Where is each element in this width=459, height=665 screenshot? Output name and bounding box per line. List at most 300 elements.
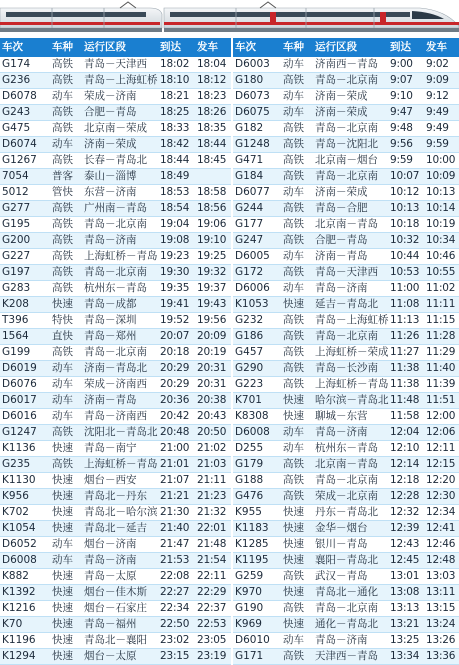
cell-train-type: 高铁 (50, 345, 82, 361)
cell-train-no: D6073 (232, 89, 281, 105)
cell-depart: 11:15 (424, 313, 459, 329)
cell-train-no: G197 (0, 265, 50, 281)
cell-arrive: 20:29 (158, 377, 195, 393)
cell-train-no: K1195 (232, 553, 281, 569)
cell-arrive: 9:07 (388, 73, 424, 89)
cell-depart: 12:15 (424, 457, 459, 473)
cell-depart: 20:43 (195, 409, 232, 425)
cell-depart: 12:20 (424, 473, 459, 489)
cell-arrive: 18:33 (158, 121, 195, 137)
col-arrive: 到达 (388, 38, 424, 57)
cell-train-type: 高铁 (281, 489, 313, 505)
cell-depart: 23:19 (195, 649, 232, 665)
cell-arrive: 19:30 (158, 265, 195, 281)
timetable-table (0, 38, 459, 665)
cell-train-type: 高铁 (50, 201, 82, 217)
cell-train-type: 高铁 (281, 329, 313, 345)
cell-train-no: D255 (232, 441, 281, 457)
cell-train-no: D6003 (232, 57, 281, 73)
cell-train-no: K1136 (0, 441, 50, 457)
cell-train-no: G180 (232, 73, 281, 89)
cell-depart: 10:34 (424, 233, 459, 249)
cell-train-type: 高铁 (281, 457, 313, 473)
cell-train-type: 快速 (50, 569, 82, 585)
cell-depart: 20:09 (195, 329, 232, 345)
cell-arrive: 13:01 (388, 569, 424, 585)
table-row (0, 441, 459, 457)
cell-arrive: 12:14 (388, 457, 424, 473)
cell-train-no: G235 (0, 457, 50, 473)
cell-train-type: 动车 (50, 377, 82, 393)
table-row (0, 585, 459, 601)
cell-arrive: 12:10 (388, 441, 424, 457)
cell-arrive: 19:23 (158, 249, 195, 265)
cell-train-type: 快速 (281, 393, 313, 409)
cell-depart: 20:50 (195, 425, 232, 441)
cell-route: 北京南－青岛 (313, 457, 388, 473)
cell-train-type: 高铁 (281, 217, 313, 233)
cell-train-type: 管快 (50, 185, 82, 201)
col-route: 运行区段 (313, 38, 388, 57)
cell-train-type: 高铁 (50, 281, 82, 297)
cell-depart: 20:31 (195, 377, 232, 393)
cell-route: 青岛－济南 (313, 425, 388, 441)
cell-depart: 11:39 (424, 377, 459, 393)
cell-depart: 10:14 (424, 201, 459, 217)
cell-train-no: G232 (232, 313, 281, 329)
cell-depart: 19:32 (195, 265, 232, 281)
table-row (0, 153, 459, 169)
cell-route: 青岛北－襄阳 (82, 633, 158, 649)
table-row (0, 297, 459, 313)
table-row (0, 233, 459, 249)
cell-depart: 22:11 (195, 569, 232, 585)
cell-train-type: 高铁 (50, 425, 82, 441)
cell-depart: 12:11 (424, 441, 459, 457)
cell-depart: 18:45 (195, 153, 232, 169)
cell-arrive: 12:43 (388, 537, 424, 553)
cell-train-type: 高铁 (50, 105, 82, 121)
cell-route: 青岛－上海虹桥 (82, 73, 158, 89)
col-route: 运行区段 (82, 38, 158, 57)
cell-route: 泰山－淄博 (82, 169, 158, 185)
cell-arrive: 12:04 (388, 425, 424, 441)
cell-depart: 12:34 (424, 505, 459, 521)
cell-arrive: 9:10 (388, 89, 424, 105)
cell-train-type: 动车 (281, 57, 313, 73)
cell-arrive: 13:13 (388, 601, 424, 617)
cell-route: 烟台－济南 (82, 537, 158, 553)
cell-route: 青岛－北京南 (82, 345, 158, 361)
cell-arrive: 20:07 (158, 329, 195, 345)
cell-train-type: 动车 (50, 393, 82, 409)
cell-train-type: 快速 (50, 489, 82, 505)
col-train-no: 车次 (0, 38, 50, 57)
cell-depart: 12:30 (424, 489, 459, 505)
cell-route: 丹东－青岛北 (313, 505, 388, 521)
cell-arrive: 9:47 (388, 105, 424, 121)
cell-route: 烟台－佳木斯 (82, 585, 158, 601)
cell-train-type: 快速 (50, 505, 82, 521)
cell-arrive: 19:52 (158, 313, 195, 329)
cell-train-no: G174 (0, 57, 50, 73)
cell-route: 青岛－上海虹桥 (313, 313, 388, 329)
cell-depart: 19:25 (195, 249, 232, 265)
cell-arrive: 13:21 (388, 617, 424, 633)
cell-train-type: 动车 (281, 281, 313, 297)
cell-depart: 22:37 (195, 601, 232, 617)
train-banner (0, 0, 459, 38)
cell-arrive: 21:07 (158, 473, 195, 489)
cell-train-no: G476 (232, 489, 281, 505)
cell-train-type: 高铁 (50, 249, 82, 265)
cell-train-no: G190 (232, 601, 281, 617)
table-row (0, 457, 459, 473)
cell-route: 上海虹桥－荣成 (313, 345, 388, 361)
cell-train-no: D6006 (232, 281, 281, 297)
table-row (0, 105, 459, 121)
cell-arrive: 20:36 (158, 393, 195, 409)
cell-train-no: G290 (232, 361, 281, 377)
cell-arrive: 11:08 (388, 297, 424, 313)
cell-route: 济南－青岛 (82, 393, 158, 409)
cell-train-type: 快速 (281, 521, 313, 537)
table-row (0, 361, 459, 377)
table-row (0, 281, 459, 297)
cell-arrive: 10:18 (388, 217, 424, 233)
cell-train-type: 高铁 (281, 121, 313, 137)
cell-train-type: 高铁 (281, 473, 313, 489)
cell-arrive: 10:12 (388, 185, 424, 201)
cell-route: 青岛－济南 (82, 233, 158, 249)
cell-train-no: G186 (232, 329, 281, 345)
cell-route: 青岛－济南 (313, 633, 388, 649)
cell-route: 沈阳北－青岛北 (82, 425, 158, 441)
cell-arrive: 12:18 (388, 473, 424, 489)
cell-route: 青岛－北京南 (82, 265, 158, 281)
cell-route: 金华－烟台 (313, 521, 388, 537)
cell-route: 青岛－成都 (82, 297, 158, 313)
cell-train-type: 高铁 (50, 233, 82, 249)
cell-train-type: 高铁 (281, 137, 313, 153)
cell-depart: 21:11 (195, 473, 232, 489)
cell-depart: 20:19 (195, 345, 232, 361)
table-row (0, 265, 459, 281)
cell-route: 合肥－青岛 (313, 233, 388, 249)
table-row (0, 409, 459, 425)
cell-train-no: K970 (232, 585, 281, 601)
cell-arrive: 22:27 (158, 585, 195, 601)
cell-train-type: 高铁 (281, 233, 313, 249)
cell-arrive: 19:41 (158, 297, 195, 313)
cell-arrive: 18:53 (158, 185, 195, 201)
cell-train-no: G171 (232, 649, 281, 665)
table-row (0, 169, 459, 185)
cell-train-type: 动车 (281, 425, 313, 441)
cell-depart: 13:26 (424, 633, 459, 649)
cell-train-type: 高铁 (50, 217, 82, 233)
cell-train-type: 动车 (50, 361, 82, 377)
col-train-type: 车种 (50, 38, 82, 57)
cell-route: 银川－青岛 (313, 537, 388, 553)
cell-train-type: 高铁 (281, 569, 313, 585)
cell-depart: 19:10 (195, 233, 232, 249)
cell-arrive: 11:48 (388, 393, 424, 409)
table-row (0, 313, 459, 329)
table-row (0, 345, 459, 361)
cell-train-type: 动车 (281, 185, 313, 201)
table-row (0, 217, 459, 233)
table-row (0, 185, 459, 201)
cell-route: 东营－济南 (82, 185, 158, 201)
cell-depart: 10:13 (424, 185, 459, 201)
cell-train-type: 高铁 (281, 169, 313, 185)
cell-route: 青岛－太原 (82, 569, 158, 585)
cell-train-type: 高铁 (281, 153, 313, 169)
cell-train-no: D6074 (0, 137, 50, 153)
cell-route: 青岛北－延吉 (82, 521, 158, 537)
cell-depart: 12:00 (424, 409, 459, 425)
table-row (0, 121, 459, 137)
cell-route: 济南－荣成 (313, 89, 388, 105)
cell-train-no: K702 (0, 505, 50, 521)
cell-route: 武汉－青岛 (313, 569, 388, 585)
cell-depart: 18:12 (195, 73, 232, 89)
cell-depart: 11:40 (424, 361, 459, 377)
cell-train-no: K1053 (232, 297, 281, 313)
cell-train-no: K882 (0, 569, 50, 585)
cell-route: 青岛－北京南 (313, 121, 388, 137)
cell-route: 青岛北－通化 (313, 585, 388, 601)
cell-arrive: 13:08 (388, 585, 424, 601)
table-row (0, 249, 459, 265)
table-row (0, 329, 459, 345)
cell-train-no: 1564 (0, 329, 50, 345)
cell-train-no: D6008 (0, 553, 50, 569)
cell-depart: 10:46 (424, 249, 459, 265)
cell-depart: 10:00 (424, 153, 459, 169)
cell-depart: 10:09 (424, 169, 459, 185)
timetable-body (0, 57, 459, 665)
cell-train-type: 快速 (50, 585, 82, 601)
cell-train-type: 动车 (281, 441, 313, 457)
cell-route: 荣成－济南西 (82, 377, 158, 393)
cell-train-no: D6019 (0, 361, 50, 377)
cell-depart: 10:55 (424, 265, 459, 281)
cell-train-no: 7054 (0, 169, 50, 185)
cell-train-no: G188 (232, 473, 281, 489)
cell-train-no: D6005 (232, 249, 281, 265)
table-row (0, 57, 459, 73)
cell-arrive: 21:21 (158, 489, 195, 505)
cell-train-type: 快速 (50, 473, 82, 489)
cell-train-type: 快速 (281, 617, 313, 633)
cell-arrive: 10:07 (388, 169, 424, 185)
cell-train-no: G182 (232, 121, 281, 137)
cell-train-type: 动车 (281, 105, 313, 121)
cell-train-type: 快速 (50, 633, 82, 649)
cell-train-no: G1267 (0, 153, 50, 169)
cell-train-type: 快速 (50, 297, 82, 313)
cell-arrive: 13:34 (388, 649, 424, 665)
cell-train-no: D6016 (0, 409, 50, 425)
cell-train-no: K8308 (232, 409, 281, 425)
col-arrive: 到达 (158, 38, 195, 57)
cell-train-no: G1248 (232, 137, 281, 153)
table-row (0, 553, 459, 569)
cell-train-no: G1247 (0, 425, 50, 441)
cell-depart: 13:15 (424, 601, 459, 617)
cell-train-type: 快速 (281, 585, 313, 601)
col-train-no: 车次 (232, 38, 281, 57)
cell-arrive: 18:49 (158, 169, 195, 185)
cell-arrive: 10:13 (388, 201, 424, 217)
cell-route: 青岛－郑州 (82, 329, 158, 345)
cell-train-no: G283 (0, 281, 50, 297)
cell-depart: 12:41 (424, 521, 459, 537)
cell-train-no: 5012 (0, 185, 50, 201)
cell-train-no: G475 (0, 121, 50, 137)
cell-depart: 21:54 (195, 553, 232, 569)
cell-depart (195, 169, 232, 185)
cell-depart: 21:32 (195, 505, 232, 521)
cell-arrive: 10:53 (388, 265, 424, 281)
cell-depart: 9:49 (424, 105, 459, 121)
cell-route: 杭州东－青岛 (82, 281, 158, 297)
cell-arrive: 18:21 (158, 89, 195, 105)
table-row (0, 425, 459, 441)
cell-route: 襄阳－青岛北 (313, 553, 388, 569)
table-row (0, 569, 459, 585)
cell-arrive: 22:08 (158, 569, 195, 585)
cell-train-type: 动车 (281, 89, 313, 105)
cell-arrive: 11:38 (388, 361, 424, 377)
cell-train-no: G177 (232, 217, 281, 233)
table-row (0, 521, 459, 537)
cell-route: 济南西－青岛 (313, 57, 388, 73)
cell-train-no: G236 (0, 73, 50, 89)
cell-train-no: D6077 (232, 185, 281, 201)
cell-train-no: K1216 (0, 601, 50, 617)
cell-depart: 18:04 (195, 57, 232, 73)
cell-train-no: G457 (232, 345, 281, 361)
cell-train-type: 高铁 (50, 57, 82, 73)
cell-arrive: 21:30 (158, 505, 195, 521)
cell-depart: 18:44 (195, 137, 232, 153)
cell-depart: 22:29 (195, 585, 232, 601)
cell-depart: 9:02 (424, 57, 459, 73)
cell-train-type: 快速 (281, 553, 313, 569)
cell-arrive: 19:04 (158, 217, 195, 233)
cell-depart: 12:06 (424, 425, 459, 441)
cell-arrive: 23:15 (158, 649, 195, 665)
cell-route: 聊城－东营 (313, 409, 388, 425)
cell-route: 荣成－济南 (82, 89, 158, 105)
cell-train-type: 高铁 (50, 265, 82, 281)
cell-train-type: 快速 (50, 521, 82, 537)
col-depart: 发车 (424, 38, 459, 57)
cell-arrive: 9:48 (388, 121, 424, 137)
cell-route: 烟台－石家庄 (82, 601, 158, 617)
cell-train-no: D6017 (0, 393, 50, 409)
table-header-row (0, 38, 459, 57)
col-train-type: 车种 (281, 38, 313, 57)
cell-route: 济南－青岛 (313, 249, 388, 265)
cell-arrive: 21:47 (158, 537, 195, 553)
cell-train-type: 特快 (50, 313, 82, 329)
cell-train-no: G227 (0, 249, 50, 265)
cell-depart: 11:51 (424, 393, 459, 409)
cell-train-no: T396 (0, 313, 50, 329)
cell-arrive: 20:48 (158, 425, 195, 441)
cell-route: 青岛－济南 (313, 281, 388, 297)
cell-route: 荣成－北京南 (313, 489, 388, 505)
table-row (0, 201, 459, 217)
cell-route: 青岛－南宁 (82, 441, 158, 457)
cell-arrive: 18:42 (158, 137, 195, 153)
cell-train-no: G223 (232, 377, 281, 393)
cell-route: 通化－青岛北 (313, 617, 388, 633)
cell-route: 北京南－荣成 (82, 121, 158, 137)
cell-train-no: K955 (232, 505, 281, 521)
cell-train-no: K208 (0, 297, 50, 313)
cell-route: 济南－青岛北 (82, 361, 158, 377)
cell-train-type: 高铁 (50, 73, 82, 89)
cell-arrive: 9:56 (388, 137, 424, 153)
cell-arrive: 12:45 (388, 553, 424, 569)
cell-depart: 22:01 (195, 521, 232, 537)
cell-train-type: 普客 (50, 169, 82, 185)
cell-route: 青岛－济南西 (82, 409, 158, 425)
cell-arrive: 11:38 (388, 377, 424, 393)
cell-route: 青岛－深圳 (82, 313, 158, 329)
cell-train-type: 高铁 (281, 649, 313, 665)
cell-depart: 21:23 (195, 489, 232, 505)
cell-depart: 18:35 (195, 121, 232, 137)
table-row (0, 633, 459, 649)
cell-route: 上海虹桥－青岛 (82, 457, 158, 473)
cell-train-type: 快速 (281, 537, 313, 553)
cell-depart: 19:37 (195, 281, 232, 297)
cell-train-type: 快速 (50, 617, 82, 633)
cell-depart: 11:02 (424, 281, 459, 297)
col-depart: 发车 (195, 38, 232, 57)
cell-route: 上海虹桥－青岛 (82, 249, 158, 265)
cell-arrive: 18:44 (158, 153, 195, 169)
cell-arrive: 12:32 (388, 505, 424, 521)
cell-train-no: K1130 (0, 473, 50, 489)
cell-depart: 22:53 (195, 617, 232, 633)
table-row (0, 601, 459, 617)
cell-train-type: 动车 (281, 633, 313, 649)
cell-route: 青岛－北京南 (313, 169, 388, 185)
cell-depart: 18:26 (195, 105, 232, 121)
cell-train-no: G247 (232, 233, 281, 249)
cell-depart: 20:38 (195, 393, 232, 409)
cell-train-no: D6010 (232, 633, 281, 649)
cell-arrive: 12:39 (388, 521, 424, 537)
cell-depart: 19:56 (195, 313, 232, 329)
cell-route: 济南－荣成 (313, 105, 388, 121)
cell-train-no: K1294 (0, 649, 50, 665)
cell-route: 青岛－北京南 (313, 73, 388, 89)
cell-route: 青岛－北京南 (313, 329, 388, 345)
cell-route: 广州南－青岛 (82, 201, 158, 217)
cell-route: 青岛北－哈尔滨 (82, 505, 158, 521)
table-row (0, 473, 459, 489)
cell-route: 青岛－长沙南 (313, 361, 388, 377)
cell-arrive: 9:59 (388, 153, 424, 169)
